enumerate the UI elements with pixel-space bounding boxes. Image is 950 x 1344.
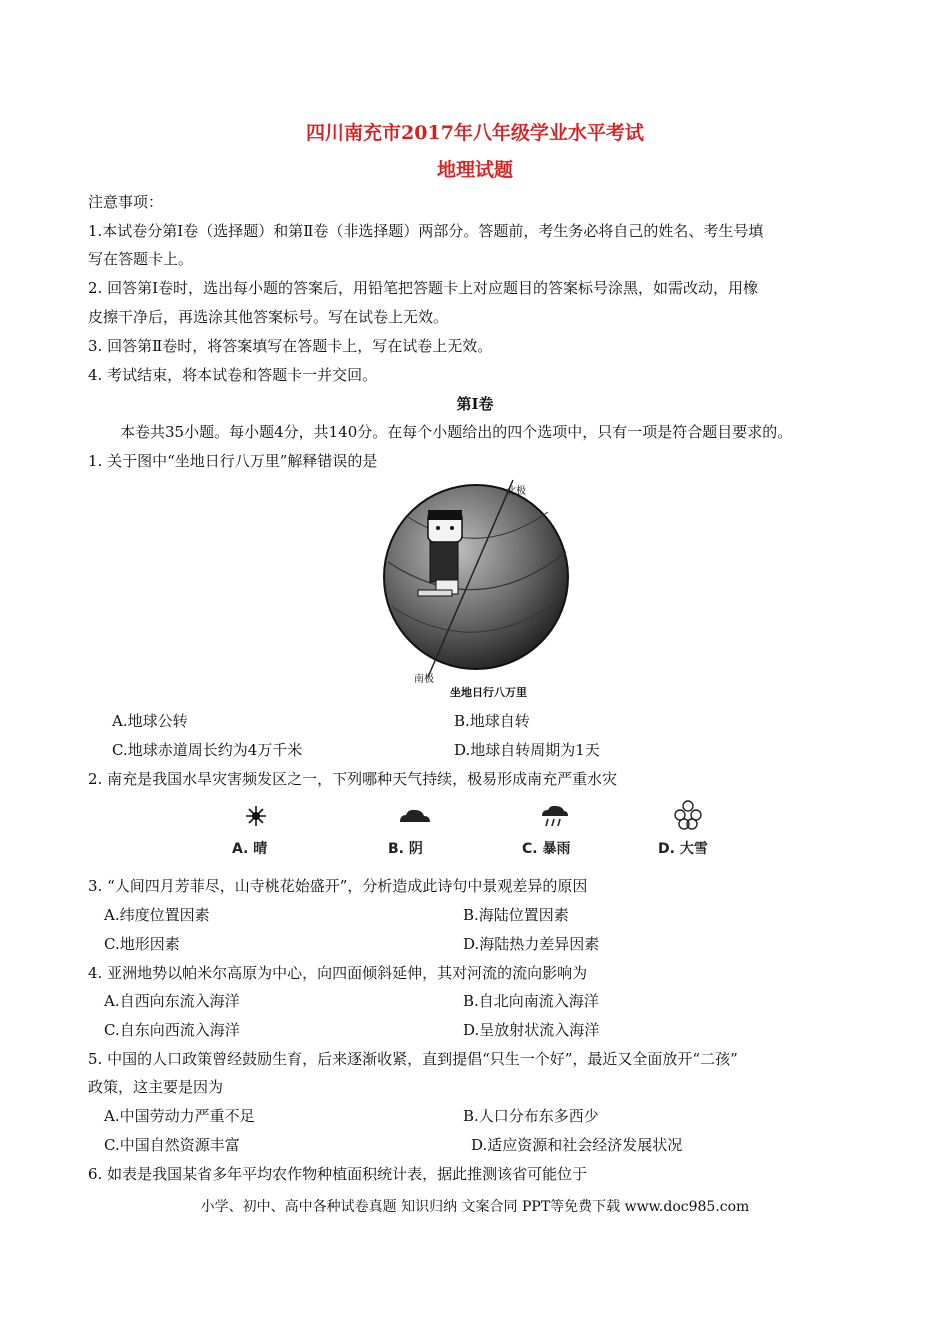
globe-illustration bbox=[378, 472, 578, 702]
option-b: B.自北向南流入海洋 bbox=[463, 992, 599, 1010]
question-3-stem: 3. “人间四月芳菲尽，山寺桃花始盛开”，分析造成此诗句中景观差异的原因 bbox=[88, 877, 588, 895]
option-a: A.地球公转 bbox=[112, 712, 188, 730]
exam-title: 四川南充市2017年八年级学业水平考试 bbox=[306, 122, 644, 144]
cloud-icon bbox=[394, 802, 434, 830]
option-d: D.适应资源和社会经济发展状况 bbox=[471, 1136, 683, 1154]
option-c: C.中国自然资源丰富 bbox=[104, 1136, 240, 1154]
figure-caption: 坐地日行八万里 bbox=[450, 686, 527, 699]
question-5-stem: 5. 中国的人口政策曾经鼓励生育，后来逐渐收紧，直到提倡“只生一个好”，最近又全面放开“二孩” bbox=[88, 1050, 738, 1068]
south-pole-label: 南极 bbox=[414, 674, 434, 685]
note-line: 1.本试卷分第Ⅰ卷（选择题）和第Ⅱ卷（非选择题）两部分。答题前，考生务必将自己的姓名、考生号填 bbox=[88, 222, 764, 240]
option-a: A.中国劳动力严重不足 bbox=[104, 1107, 255, 1125]
heavy-snow-icon bbox=[668, 798, 708, 826]
north-pole-label: 北极 bbox=[506, 486, 526, 497]
note-line: 4. 考试结束，将本试卷和答题卡一并交回。 bbox=[88, 366, 378, 384]
exam-subtitle: 地理试题 bbox=[436, 159, 513, 181]
question-5-stem-cont: 政策，这主要是因为 bbox=[88, 1078, 224, 1096]
page-footer: 小学、初中、高中各种试卷真题 知识归纳 文案合同 PPT等免费下载 www.doc985.com bbox=[200, 1199, 750, 1215]
section-intro: 本卷共35小题。每小题4分，共140分。在每个小题给出的四个选项中，只有一项是符合题目要求的。 bbox=[120, 423, 793, 441]
question-6-stem: 6. 如表是我国某省多年平均农作物种植面积统计表，据此推测该省可能位于 bbox=[88, 1165, 588, 1183]
heavy-rain-icon bbox=[534, 802, 574, 830]
option-c: C.地球赤道周长约为4万千米 bbox=[112, 741, 303, 759]
option-b: B.海陆位置因素 bbox=[463, 906, 569, 924]
option-d: D.海陆热力差异因素 bbox=[463, 935, 600, 953]
option-a: A.纬度位置因素 bbox=[104, 906, 210, 924]
weather-label-a: A. 晴 bbox=[232, 841, 268, 857]
weather-label-b: B. 阴 bbox=[388, 841, 423, 857]
option-b: B.地球自转 bbox=[454, 712, 530, 730]
option-a: A.自西向东流入海洋 bbox=[104, 992, 240, 1010]
option-b: B.人口分布东多西少 bbox=[463, 1107, 599, 1125]
notes-heading: 注意事项： bbox=[88, 193, 164, 211]
option-c: C.地形因素 bbox=[104, 935, 180, 953]
option-d: D.呈放射状流入海洋 bbox=[463, 1021, 600, 1039]
note-line: 皮擦干净后，再选涂其他答案标号。写在试卷上无效。 bbox=[88, 308, 449, 326]
weather-label-d: D. 大雪 bbox=[658, 841, 708, 857]
question-4-stem: 4. 亚洲地势以帕米尔高原为中心，向四面倾斜延伸，其对河流的流向影响为 bbox=[88, 964, 588, 982]
note-line: 3. 回答第Ⅱ卷时，将答案填写在答题卡上，写在试卷上无效。 bbox=[88, 337, 493, 355]
sun-icon bbox=[236, 802, 276, 830]
option-d: D.地球自转周期为1天 bbox=[454, 741, 600, 759]
question-2-stem: 2. 南充是我国水旱灾害频发区之一，下列哪种天气持续，极易形成南充严重水灾 bbox=[88, 770, 618, 788]
section-title: 第Ⅰ卷 bbox=[456, 395, 494, 413]
globe-figure bbox=[378, 472, 578, 702]
note-line: 2. 回答第Ⅰ卷时，选出每小题的答案后，用铅笔把答题卡上对应题目的答案标号涂黑，如需改动，用橡 bbox=[88, 279, 759, 297]
note-line: 写在答题卡上。 bbox=[88, 250, 194, 268]
question-1-stem: 1. 关于图中“坐地日行八万里”解释错误的是 bbox=[88, 452, 378, 470]
weather-label-c: C. 暴雨 bbox=[522, 841, 571, 857]
option-c: C.自东向西流入海洋 bbox=[104, 1021, 240, 1039]
